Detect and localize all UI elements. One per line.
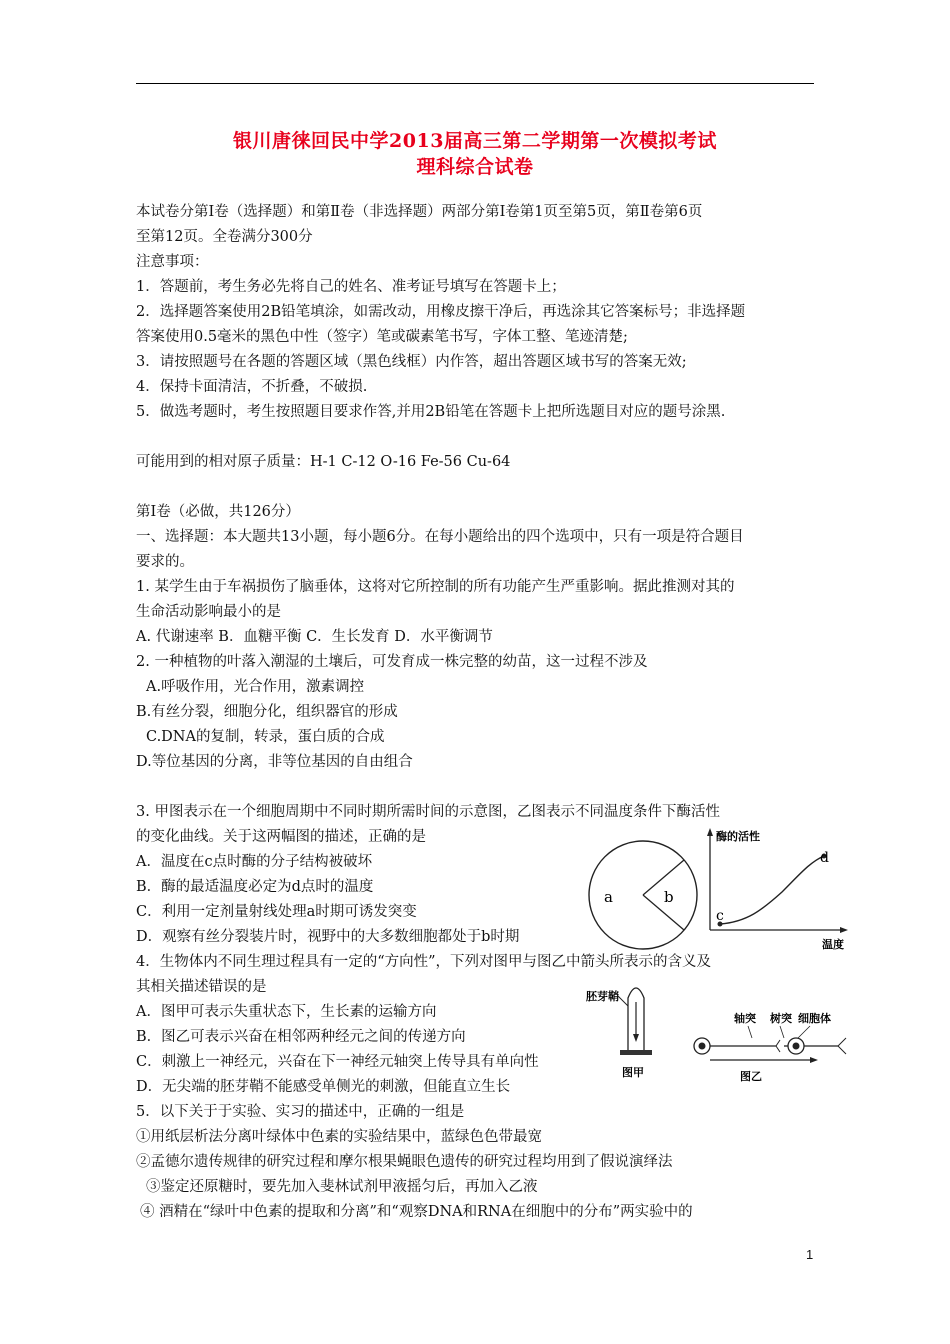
cell-cycle-figure (584, 836, 702, 954)
question-line: A．温度在c点时酶的分子结构被破坏 (136, 854, 373, 870)
enzyme-x-label: 温度 (822, 938, 844, 951)
intro-line: 2．选择题答案使用2B铅笔填涂，如需改动，用橡皮擦干净后，再选涂其它答案标号；非选择题 (136, 304, 746, 320)
intro-line: 本试卷分第Ⅰ卷（选择题）和第Ⅱ卷（非选择题）两部分第Ⅰ卷第1页至第5页，第Ⅱ卷第6页 (136, 204, 703, 220)
atomic-mass: 可能用到的相对原子质量：H-1 C-12 O-16 Fe-56 Cu-64 (136, 454, 511, 470)
intro-line: 答案使用0.5毫米的黑色中性（签字）笔或碳素笔书写，字体工整、笔迹清楚; (136, 329, 628, 345)
question-line: A. 代谢速率 B．血糖平衡 C．生长发育 D．水平衡调节 (136, 629, 493, 645)
fig-jia-label: 图甲 (622, 1066, 644, 1079)
question-line: 5．以下关于于实验、实习的描述中，正确的一组是 (136, 1104, 465, 1120)
neuron-label-dendrite: 树突 (770, 1012, 792, 1025)
coleoptile-label: 胚芽鞘 (586, 990, 619, 1003)
question-line: A.呼吸作用，光合作用，激素调控 (146, 679, 365, 695)
question-line: ④ 酒精在“绿叶中色素的提取和分离”和“观察DNA和RNA在细胞中的分布”两实验中的 (140, 1204, 693, 1220)
question-line: C.DNA的复制，转录，蛋白质的合成 (146, 729, 385, 745)
cycle-label-a: a (604, 888, 613, 906)
question-line: A．图甲可表示失重状态下，生长素的运输方向 (136, 1004, 437, 1020)
question-line: 要求的。 (136, 554, 194, 570)
neuron-figure (680, 994, 852, 1084)
question-line: 一、选择题：本大题共13小题，每小题6分。在每小题给出的四个选项中，只有一项是符合题目 (136, 529, 744, 545)
enzyme-point-c: c (716, 908, 724, 924)
intro-line: 注意事项： (136, 254, 209, 270)
question-line: B.有丝分裂，细胞分化，组织器官的形成 (136, 704, 398, 720)
page-number: 1 (806, 1247, 814, 1262)
question-line: 的变化曲线。关于这两幅图的描述，正确的是 (136, 829, 426, 845)
question-line: 2. 一种植物的叶落入潮湿的土壤后，可发育成一株完整的幼苗，这一过程不涉及 (136, 654, 648, 670)
enzyme-point-d: d (820, 850, 829, 866)
intro-line: 5．做选考题时，考生按照题目要求作答,并用2B铅笔在答题卡上把所选题目对应的题号涂黑. (136, 404, 726, 420)
question-line: C．刺激上一神经元，兴奋在下一神经元轴突上传导具有单向性 (136, 1054, 539, 1070)
question-line: C．利用一定剂量射线处理a时期可诱发突变 (136, 904, 417, 920)
enzyme-activity-figure (702, 822, 850, 954)
intro-line: 至第12页。全卷满分300分 (136, 229, 313, 245)
question-line: ①用纸层析法分离叶绿体中色素的实验结果中，蓝绿色色带最宽 (136, 1129, 542, 1145)
enzyme-y-label: 酶的活性 (716, 830, 760, 843)
exam-title: 银川唐徕回民中学2013届高三第二学期第一次模拟考试 (233, 130, 717, 152)
question-line: B．酶的最适温度必定为d点时的温度 (136, 879, 374, 895)
question-line: 4．生物体内不同生理过程具有一定的“方向性”，下列对图甲与图乙中箭头所表示的含义及 (136, 954, 712, 970)
question-line: 其相关描述错误的是 (136, 979, 267, 995)
exam-subtitle: 理科综合试卷 (416, 156, 534, 178)
intro-line: 4．保持卡面清洁，不折叠，不破损. (136, 379, 368, 395)
question-line: 1. 某学生由于车祸损伤了脑垂体，这将对它所控制的所有功能产生严重影响。据此推测对其的 (136, 579, 735, 595)
question-line: 3. 甲图表示在一个细胞周期中不同时期所需时间的示意图，乙图表示不同温度条件下酶活性 (136, 804, 720, 820)
neuron-label-soma: 细胞体 (798, 1012, 831, 1025)
question-line: D．观察有丝分裂装片时，视野中的大多数细胞都处于b时期 (136, 929, 520, 945)
neuron-label-axon: 轴突 (734, 1012, 756, 1025)
question-line: B．图乙可表示兴奋在相邻两种经元之间的传递方向 (136, 1029, 466, 1045)
question-line: ②孟德尔遗传规律的研究过程和摩尔根果蝇眼色遗传的研究过程均用到了假说演绎法 (136, 1154, 673, 1170)
coleoptile-figure (584, 972, 670, 1084)
intro-line: 1．答题前，考生务必先将自己的姓名、准考证号填写在答题卡上； (136, 279, 566, 295)
question-line: D.等位基因的分离，非等位基因的自由组合 (136, 754, 413, 770)
question-line: D．无尖端的胚芽鞘不能感受单侧光的刺激，但能直立生长 (136, 1079, 511, 1095)
intro-line: 3．请按照题号在各题的答题区域（黑色线框）内作答，超出答题区域书写的答案无效; (136, 354, 687, 370)
question-line: ③鉴定还原糖时，要先加入斐林试剂甲液摇匀后，再加入乙液 (146, 1179, 538, 1195)
question-line: 生命活动影响最小的是 (136, 604, 281, 620)
fig-yi-label: 图乙 (740, 1070, 762, 1083)
cycle-label-b: b (664, 888, 674, 906)
header-rule (136, 83, 814, 84)
section-heading: 第Ⅰ卷（必做，共126分） (136, 504, 300, 520)
